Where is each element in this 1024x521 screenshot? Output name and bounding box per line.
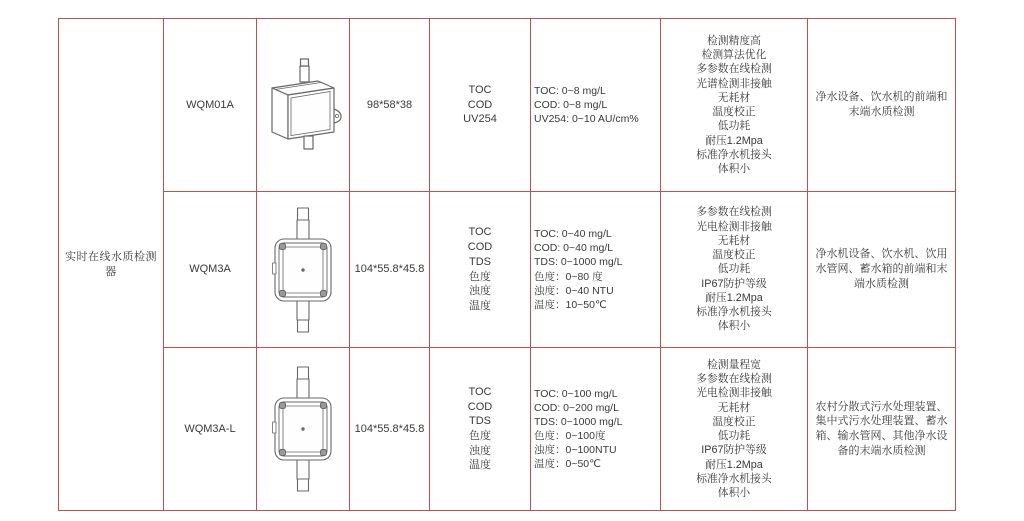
product-image-cell — [257, 348, 350, 511]
product-drawing-front-view-icon — [269, 205, 337, 335]
application-cell: 农村分散式污水处理装置、集中式污水处理装置、蓄水箱、输水管网、其他净水设备的末端水质检测 — [808, 348, 956, 511]
features-cell: 多参数在线检测 光电检测非接触 无耗材 温度校正 低功耗 IP67防护等级 耐压1.2Mpa 标准净水机接头 体积小 — [661, 192, 808, 348]
category-cell: 实时在线水质检测器 — [59, 19, 164, 511]
ranges-cell: TOC: 0~40 mg/L COD: 0~40 mg/L TDS: 0~1000 mg/L 色度：0~80 度 浊度：0~40 NTU 温度：10~50℃ — [531, 192, 661, 348]
product-image-cell — [257, 192, 350, 348]
parameters-cell: TOC COD UV254 — [430, 19, 531, 192]
application-cell: 净水机设备、饮水机、饮用水管网、蓄水箱的前端和末端水质检测 — [808, 192, 956, 348]
dimensions-cell: 104*55.8*45.8 — [350, 192, 430, 348]
ranges-cell: TOC: 0~8 mg/L COD: 0~8 mg/L UV254: 0~10 AU/cm% — [531, 19, 661, 192]
dimensions-cell: 98*58*38 — [350, 19, 430, 192]
features-cell: 检测量程宽 多参数在线检测 光电检测非接触 无耗材 温度校正 低功耗 IP67防护等级 耐压1.2Mpa 标准净水机接头 体积小 — [661, 348, 808, 511]
product-image-cell — [257, 19, 350, 192]
parameters-cell: TOC COD TDS 色度 浊度 温度 — [430, 348, 531, 511]
product-spec-table — [58, 18, 956, 511]
product-drawing-front-view-icon — [269, 364, 337, 494]
ranges-cell: TOC: 0~100 mg/L COD: 0~200 mg/L TDS: 0~1000 mg/L 色度：0~100度 浊度：0~100NTU 温度：0~50℃ — [531, 348, 661, 511]
model-cell: WQM3A — [164, 192, 257, 348]
model-cell: WQM01A — [164, 19, 257, 192]
application-cell: 净水设备、饮水机的前端和末端水质检测 — [808, 19, 956, 192]
dimensions-cell: 104*55.8*45.8 — [350, 348, 430, 511]
model-cell: WQM3A-L — [164, 348, 257, 511]
features-cell: 检测精度高 检测算法优化 多参数在线检测 光谱检测非接触 无耗材 温度校正 低功耗 耐压1.2Mpa 标准净水机接头 体积小 — [661, 19, 808, 192]
product-drawing-perspective-icon — [263, 57, 343, 153]
parameters-cell: TOC COD TDS 色度 浊度 温度 — [430, 192, 531, 348]
